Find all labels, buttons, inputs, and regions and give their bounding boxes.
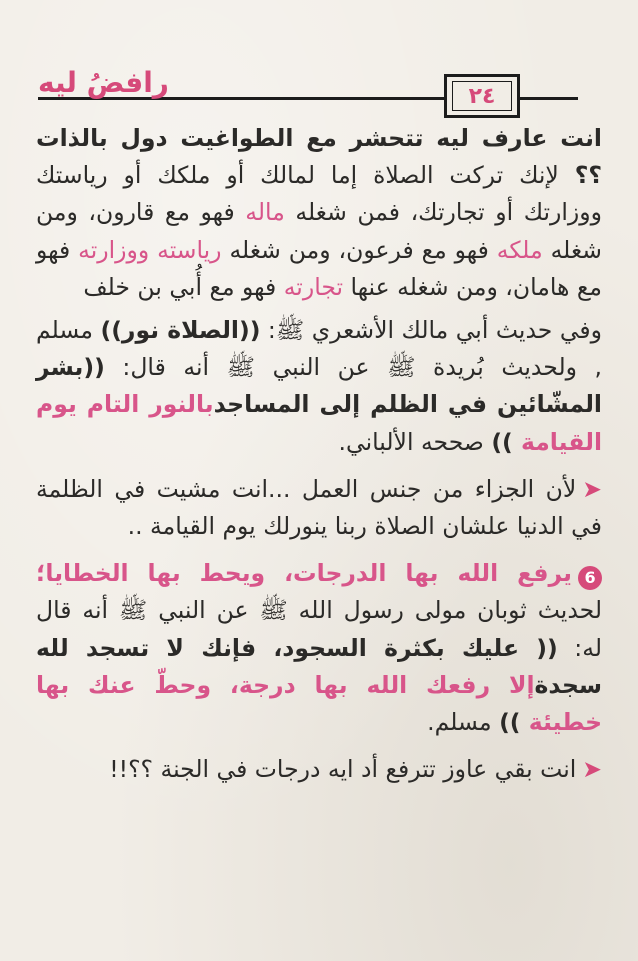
paragraph-5 (36, 751, 602, 788)
text-run: فهو مع فرعون، ومن شغله (221, 235, 497, 264)
hadith-quote-close: )) (499, 708, 529, 737)
text-run: فهو مع قارون، ومن شغله (36, 198, 602, 264)
hadith-highlight: إلا رفعك الله بها درجة، وحطّ عنك بها خطيئة (36, 670, 602, 737)
hadith-quote: (( عليك بكثرة السجود، فإنك لا تسجد لله سجدة (36, 633, 602, 699)
page-body (36, 120, 602, 788)
text-run: لحديث ثوبان مولى رسول الله ﷺ عن النبي ﷺ أنه قال له: (36, 596, 602, 662)
section-heading: يرفع الله بها الدرجات، ويحط بها الخطايا؛ (36, 559, 572, 588)
header-title: رافضُ ليه (38, 66, 169, 99)
highlight-maalah: ماله (245, 198, 285, 227)
source-citation: صححه الألباني. (338, 427, 492, 456)
text-run: فهو مع أُبي بن خلف (83, 272, 284, 301)
hadith-quote: ((بشر المشّائين في الظلم إلى المساجد (36, 353, 602, 419)
text-run: فهو مع هامان، ومن شغله عنها (36, 235, 602, 301)
paragraph-4 (36, 555, 602, 741)
highlight-mulkuh: ملكه (496, 235, 543, 264)
paragraph-2 (36, 312, 602, 461)
arrow-bullet-icon: ➤ (582, 474, 602, 503)
hadith-quote: ((الصلاة نور)) (100, 316, 261, 345)
page-number-frame (444, 74, 520, 118)
highlight-riyasatuh: رياسته ووزارته (78, 235, 222, 264)
arrow-bullet-icon: ➤ (582, 755, 602, 784)
highlight-tijaratuh: تجارته (283, 272, 344, 301)
rhetorical-question: انت عارف ليه تتحشر مع الطواغيت دول بالذات ؟؟ (36, 124, 602, 190)
text-run: مسلم , ولحديث بُريدة ﷺ عن النبي ﷺ أنه قال: (36, 316, 602, 382)
source-citation: مسلم. (427, 708, 500, 737)
paragraph-1 (36, 120, 602, 306)
hadith-quote-close: )) (491, 427, 521, 456)
paragraph-3 (36, 471, 602, 545)
page-number: ٢٤ (452, 81, 512, 111)
text-run: لأن الجزاء من جنس العمل ...انت مشيت في الظلمة في الدنيا علشان الصلاة ربنا ينورلك يوم القيامة .. (36, 474, 602, 541)
hadith-highlight: بالنور التام يوم القيامة (36, 390, 602, 456)
text-run: وفي حديث أبي مالك الأشعري ﷺ: (260, 316, 602, 345)
text-run: لإنك تركت الصلاة إما لمالك أو ملكك أو رياستك ووزارتك أو تجارتك، فمن شغله (36, 161, 602, 227)
numbered-badge: 6 (578, 566, 602, 590)
text-run: انت بقي عاوز تترفع أد ايه درجات في الجنة ؟؟!! (109, 755, 577, 784)
